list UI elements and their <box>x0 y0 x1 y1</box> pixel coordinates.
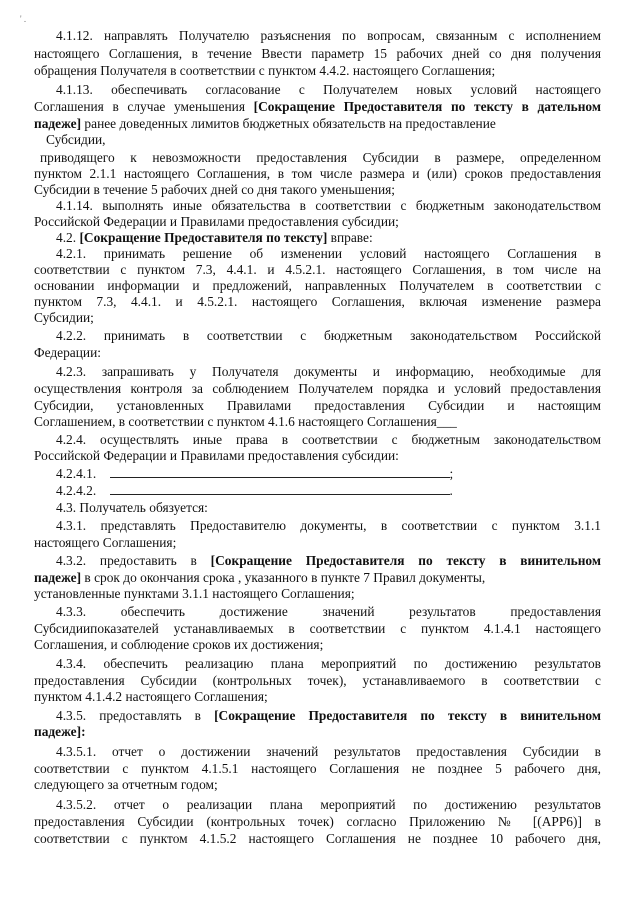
bold-placeholder: [Сокращение Предоставителя по тексту в винительном <box>214 708 601 723</box>
text-line: пунктом 4.1.4.2 настоящего Соглашения; <box>34 689 268 704</box>
text-line: 4.2.3. запрашивать у Получателя документы и информацию, необходимые для <box>56 364 601 379</box>
text-line: 4.2.1. принимать решение об изменении условий настоящего Соглашения в <box>56 246 601 261</box>
fill-in-blank <box>110 483 450 495</box>
text-line: основании информации и предложений, направленных Получателем в соответствии с <box>34 278 601 293</box>
text-line: Субсидии, установленных Правилами предоставления Субсидии и настоящим <box>34 398 601 413</box>
text-line: приводящего к невозможности предоставления Субсидии в размере, определенном <box>40 150 601 165</box>
text-line: 4.3.1. представлять Предоставителю документы, в соответствии с пунктом 3.1.1 <box>56 518 601 533</box>
text-line: настоящего Соглашения, в течение Ввести параметр 15 рабочих дней со дня получения <box>34 46 601 61</box>
text-line: 4.2.2. принимать в соответствии с бюджетным законодательством Российской <box>56 328 601 343</box>
text-line: пунктом 7.3, 4.4.1. и 4.5.2.1. настоящего Соглашения, включая изменение размера <box>34 294 601 309</box>
text-line: соответствии с пунктом 4.1.5.1 настоящего Соглашения не позднее 5 рабочего дня, <box>34 761 601 776</box>
text-line: Субсидии, <box>46 132 106 147</box>
text-line: предоставления Субсидии (контрольных точек) согласно Приложению № [(APP6)] в <box>34 814 601 829</box>
bold-placeholder: падеже]: <box>34 724 86 739</box>
text-line: 4.1.12. направлять Получателю разъяснения по вопросам, связанным с исполнением <box>56 28 601 43</box>
text-line: падеже] ранее доведенных лимитов бюджетных обязательств на предоставление <box>34 116 496 131</box>
text-line: 4.3.4. обеспечить реализацию плана мероприятий по достижению результатов <box>56 656 601 671</box>
text-line: следующего за отчетным годом; <box>34 777 218 792</box>
text-line: 4.1.14. выполнять иные обязательства в соответствии с бюджетным законодательством <box>56 198 601 213</box>
text-line <box>34 724 601 740</box>
text-line: установленные пунктами 3.1.1 настоящего Соглашения; <box>34 586 355 601</box>
text-line: Российской Федерации и Правилами предоставления субсидии; <box>34 214 399 229</box>
text-line: 4.3.3. обеспечить достижение значений результатов предоставления <box>56 604 601 619</box>
text-line: 4.3.5.1. отчет о достижении значений результатов предоставления Субсидии в <box>56 744 601 759</box>
text-line: Федерации: <box>34 345 101 360</box>
text-line: Российской Федерации и Правилами предоставления субсидии: <box>34 448 399 463</box>
text-line: 4.1.13. обеспечивать согласование с Получателем новых условий настоящего <box>56 82 601 97</box>
text-line: 4.3.2. предоставить в [Сокращение Предоставителя по тексту в винительном <box>56 553 601 568</box>
bold-placeholder: [Сокращение Предоставителя по тексту в дательном <box>253 99 601 114</box>
text-line: соответствии с пунктом 4.1.5.2 настоящего Соглашения не позднее 10 рабочего дня, <box>34 831 601 846</box>
text-line: Субсидии в течение 5 рабочих дней со дня такого уменьшения; <box>34 182 396 197</box>
text-line: настоящего Соглашения; <box>34 535 177 550</box>
text-line: 4.2.4.2. . <box>56 483 453 498</box>
text-line: обращения Получателя в соответствии с пунктом 4.4.2. настоящего Соглашения; <box>34 63 496 78</box>
text-line: соответствии с пунктом 7.3, 4.4.1. и 4.5.2.1. настоящего Соглашения, в том числе на <box>34 262 601 277</box>
text-line: осуществления контроля за соблюдением Получателем порядка и условий предоставления <box>34 381 601 396</box>
text-line: 4.3. Получатель обязуется: <box>56 500 208 515</box>
text-line: Субсидии; <box>34 310 94 325</box>
text-line: Субсидиипоказателей устанавливаемых в соответствии с пунктом 4.1.4.1 настоящего <box>34 621 601 636</box>
bold-placeholder: [Сокращение Предоставителя по тексту] <box>79 230 328 245</box>
text-line: 4.3.5. предоставлять в [Сокращение Предоставителя по тексту в винительном <box>56 708 601 723</box>
text-line: 4.3.5.2. отчет о реализации плана мероприятий по достижению результатов <box>56 797 601 812</box>
bold-placeholder: падеже] <box>34 116 82 131</box>
text-line: предоставления Субсидии (контрольных точек), устанавливаемого в соответствии с <box>34 673 601 688</box>
bold-placeholder: [Сокращение Предоставителя по тексту в винительном <box>210 553 601 568</box>
text-line: пунктом 2.1.1 настоящего Соглашения, в том числе размера и (или) сроков предоставления <box>34 166 601 181</box>
text-line: Соглашением, в соответствии с пунктом 4.1.6 настоящего Соглашения___ <box>34 414 457 429</box>
text-line: 4.2. [Сокращение Предоставителя по тексту] вправе: <box>56 230 373 245</box>
text-line: 4.2.4. осуществлять иные права в соответствии с бюджетным законодательством <box>56 432 601 447</box>
fill-in-blank <box>110 466 450 478</box>
bold-placeholder: падеже] <box>34 570 82 585</box>
margin-mark: ' . <box>20 14 27 24</box>
text-line: 4.2.4.1. ; <box>56 466 454 481</box>
text-line: Соглашения, и соблюдение сроков их достижения; <box>34 637 324 652</box>
text-line: падеже] в срок до окончания срока , указанного в пункте 7 Правил документы, <box>34 570 486 585</box>
text-line: Соглашения в случае уменьшения [Сокращение Предоставителя по тексту в дательном <box>34 99 601 114</box>
